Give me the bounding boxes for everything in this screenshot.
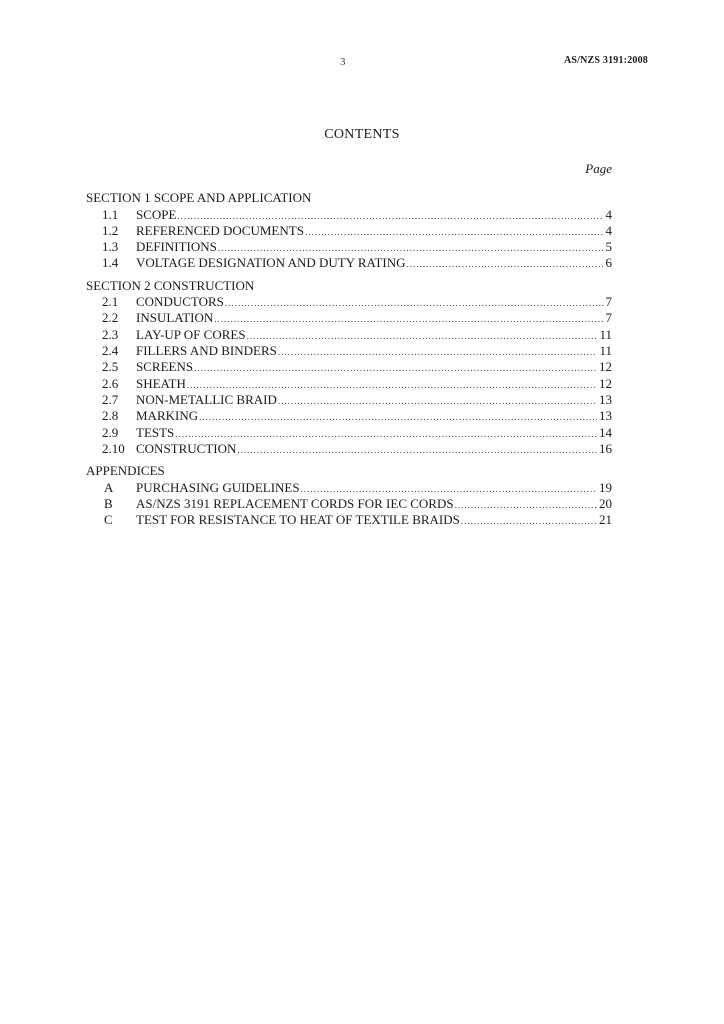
entry-page: 16 — [599, 440, 612, 456]
document-identifier: AS/NZS 3191:2008 — [563, 55, 648, 66]
section-heading: APPENDICES — [86, 463, 165, 479]
dot-leader — [214, 311, 603, 327]
section-heading: SECTION 2 CONSTRUCTION — [86, 277, 255, 293]
entry-page: 20 — [599, 495, 612, 511]
entry-number: 2.8 — [102, 408, 119, 424]
dot-leader — [461, 513, 597, 529]
entry-page: 6 — [605, 255, 612, 271]
entry-page: 5 — [605, 239, 612, 255]
entry-page: 11 — [599, 343, 612, 359]
dot-leader — [177, 208, 603, 224]
dot-leader — [247, 328, 598, 344]
dot-leader — [407, 256, 604, 272]
toc-section-2 — [86, 278, 612, 457]
dot-leader — [301, 481, 597, 497]
toc-appendices — [86, 463, 612, 528]
toc-entry[interactable] — [86, 359, 612, 375]
entry-title: TEST FOR RESISTANCE TO HEAT OF TEXTILE BRAIDS — [136, 512, 460, 528]
entry-number: 2.4 — [102, 343, 119, 359]
dot-leader — [305, 224, 604, 240]
entry-title: VOLTAGE DESIGNATION AND DUTY RATING — [136, 255, 406, 271]
toc-entry[interactable] — [86, 496, 612, 512]
toc-entry[interactable] — [86, 294, 612, 310]
entry-page: 7 — [605, 310, 612, 326]
entry-page: 21 — [599, 512, 612, 528]
table-of-contents — [86, 190, 612, 535]
entry-title: REFERENCED DOCUMENTS — [136, 222, 304, 238]
entry-title: AS/NZS 3191 REPLACEMENT CORDS FOR IEC CORDS — [136, 495, 454, 511]
entry-number: A — [104, 479, 114, 495]
toc-entry[interactable] — [86, 441, 612, 457]
entry-number: 2.5 — [102, 359, 119, 375]
entry-title: FILLERS AND BINDERS — [136, 343, 277, 359]
entry-page: 12 — [599, 359, 612, 375]
entry-number: 2.9 — [102, 424, 119, 440]
entry-number: 1.4 — [102, 255, 119, 271]
toc-entry[interactable] — [86, 223, 612, 239]
page-number: 3 — [340, 56, 346, 68]
contents-title: CONTENTS — [324, 127, 400, 142]
entry-title: SCREENS — [136, 359, 194, 375]
entry-title: CONSTRUCTION — [136, 440, 237, 456]
entry-page: 4 — [605, 222, 612, 238]
dot-leader — [175, 426, 597, 442]
entry-page: 13 — [599, 391, 612, 407]
entry-number: 2.3 — [102, 326, 119, 342]
entry-number: 2.7 — [102, 391, 119, 407]
entry-title: MARKING — [136, 408, 199, 424]
dot-leader — [237, 442, 597, 458]
entry-title: LAY-UP OF CORES — [136, 326, 246, 342]
entry-page: 14 — [599, 424, 612, 440]
dot-leader — [218, 240, 604, 256]
entry-page: 11 — [599, 326, 612, 342]
entry-page: 19 — [599, 479, 612, 495]
toc-entry[interactable] — [86, 207, 612, 223]
entry-number: 2.10 — [102, 440, 125, 456]
entry-number: 1.1 — [102, 206, 119, 222]
toc-entry[interactable] — [86, 343, 612, 359]
page-column-label: Page — [585, 161, 612, 176]
toc-entry[interactable] — [86, 376, 612, 392]
toc-entry[interactable] — [86, 512, 612, 528]
entry-title: PURCHASING GUIDELINES — [136, 479, 300, 495]
entry-page: 12 — [599, 375, 612, 391]
entry-number: 1.2 — [102, 222, 119, 238]
entry-page: 4 — [605, 206, 612, 222]
toc-entry[interactable] — [86, 480, 612, 496]
section-heading: SECTION 1 SCOPE AND APPLICATION — [86, 190, 312, 205]
toc-entry[interactable] — [86, 327, 612, 343]
entry-number: B — [104, 495, 113, 511]
toc-entry[interactable] — [86, 239, 612, 255]
toc-entry[interactable] — [86, 392, 612, 408]
entry-title: SHEATH — [136, 375, 186, 391]
entry-number: 2.2 — [102, 310, 119, 326]
toc-entry[interactable] — [86, 408, 612, 424]
dot-leader — [225, 295, 604, 311]
dot-leader — [199, 409, 597, 425]
entry-title: TESTS — [136, 424, 175, 440]
entry-number: 2.6 — [102, 375, 119, 391]
entry-title: SCOPE — [136, 206, 177, 222]
entry-title: DEFINITIONS — [136, 239, 217, 255]
toc-entry[interactable] — [86, 255, 612, 271]
dot-leader — [278, 393, 597, 409]
dot-leader — [194, 360, 597, 376]
entry-number: 1.3 — [102, 239, 119, 255]
entry-title: INSULATION — [136, 310, 214, 326]
entry-page: 7 — [605, 294, 612, 310]
entry-number: 2.1 — [102, 294, 119, 310]
entry-page: 13 — [599, 408, 612, 424]
entry-number: C — [104, 512, 113, 528]
entry-title: CONDUCTORS — [136, 294, 224, 310]
toc-section-1 — [86, 190, 612, 272]
dot-leader — [278, 344, 598, 360]
entry-title: NON-METALLIC BRAID — [136, 391, 277, 407]
toc-entry[interactable] — [86, 425, 612, 441]
dot-leader — [455, 497, 597, 513]
dot-leader — [187, 377, 597, 393]
toc-entry[interactable] — [86, 310, 612, 326]
